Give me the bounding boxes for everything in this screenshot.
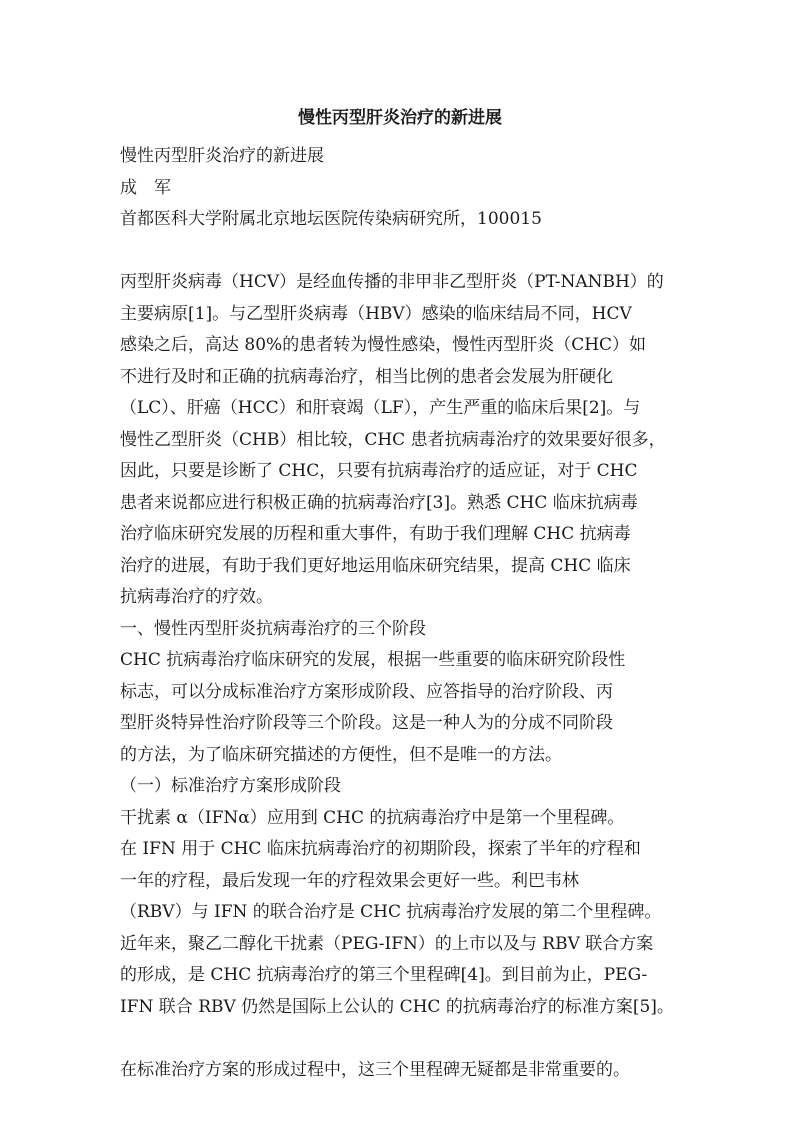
text-line: 干扰素 α（IFNα）应用到 CHC 的抗病毒治疗中是第一个里程碑。 [120,807,625,828]
text-line: 患者来说都应进行积极正确的抗病毒治疗[3]。熟悉 CHC 临床抗病毒 [120,492,638,513]
text-line: 因此，只要是诊断了 CHC，只要有抗病毒治疗的适应证，对于 CHC [120,461,638,481]
author-affiliation: 首都医科大学附属北京地坛医院传染病研究所，100015 [120,209,542,229]
text-line: 标志，可以分成标准治疗方案形成阶段、应答指导的治疗阶段、丙 [120,681,613,702]
text-line: 主要病原[1]。与乙型肝炎病毒（HBV）感染的临床结局不同，HCV [120,303,632,324]
paragraph-spacer [120,236,690,268]
text-line: 治疗临床研究发展的历程和重大事件，有助于我们理解 CHC 抗病毒 [120,524,631,544]
document-title: 慢性丙型肝炎治疗的新进展 [298,108,502,128]
author-name: 成 军 [120,177,171,198]
closing-paragraph: 在标准治疗方案的形成过程中，这三个里程碑无疑都是非常重要的。 [120,1059,630,1080]
text-line: 抗病毒治疗的疗效。 [120,587,273,607]
text-line: 在 IFN 用于 CHC 临床抗病毒治疗的初期阶段，探索了半年的疗程和 [120,839,641,859]
document-body [120,141,690,1086]
section1-paragraph [120,645,690,771]
section-heading: 一、慢性丙型肝炎抗病毒治疗的三个阶段 [120,618,426,639]
text-line: 的方法，为了临床研究描述的方便性，但不是唯一的方法。 [120,744,562,765]
text-line: CHC 抗病毒治疗临床研究的发展，根据一些重要的临床研究阶段性 [120,650,626,670]
text-line: IFN 联合 RBV 仍然是国际上公认的 CHC 的抗病毒治疗的标准方案[5]。 [120,996,674,1017]
subsection-heading: （一）标准治疗方案形成阶段 [120,776,341,796]
text-line: 慢性乙型肝炎（CHB）相比较，CHC 患者抗病毒治疗的效果要好很多， [120,429,666,450]
text-line: （LC）、肝癌（HCC）和肝衰竭（LF），产生严重的临床后果[2]。与 [120,398,641,418]
text-line: 的形成，是 CHC 抗病毒治疗的第三个里程碑[4]。到目前为止，PEG- [120,965,648,985]
text-line: 感染之后，高达 80%的患者转为慢性感染，慢性丙型肝炎（CHC）如 [120,335,647,355]
article-title-line: 慢性丙型肝炎治疗的新进展 [120,146,324,166]
text-line: 一年的疗程，最后发现一年的疗程效果会更好一些。利巴韦林 [120,870,579,891]
text-line: 不进行及时和正确的抗病毒治疗，相当比例的患者会发展为肝硬化 [120,366,613,387]
subsection1-paragraph [120,803,690,1024]
text-line: 近年来，聚乙二醇化干扰素（PEG-IFN）的上市以及与 RBV 联合方案 [120,933,654,954]
paragraph-spacer [120,1023,690,1055]
text-line: 治疗的进展，有助于我们更好地运用临床研究结果，提高 CHC 临床 [120,555,631,576]
intro-paragraph [120,267,690,614]
text-line: 丙型肝炎病毒（HCV）是经血传播的非甲非乙型肝炎（PT-NANBH）的 [120,272,664,292]
text-line: 型肝炎特异性治疗阶段等三个阶段。这是一种人为的分成不同阶段 [120,713,613,733]
text-line: （RBV）与 IFN 的联合治疗是 CHC 抗病毒治疗发展的第二个里程碑。 [120,902,662,922]
